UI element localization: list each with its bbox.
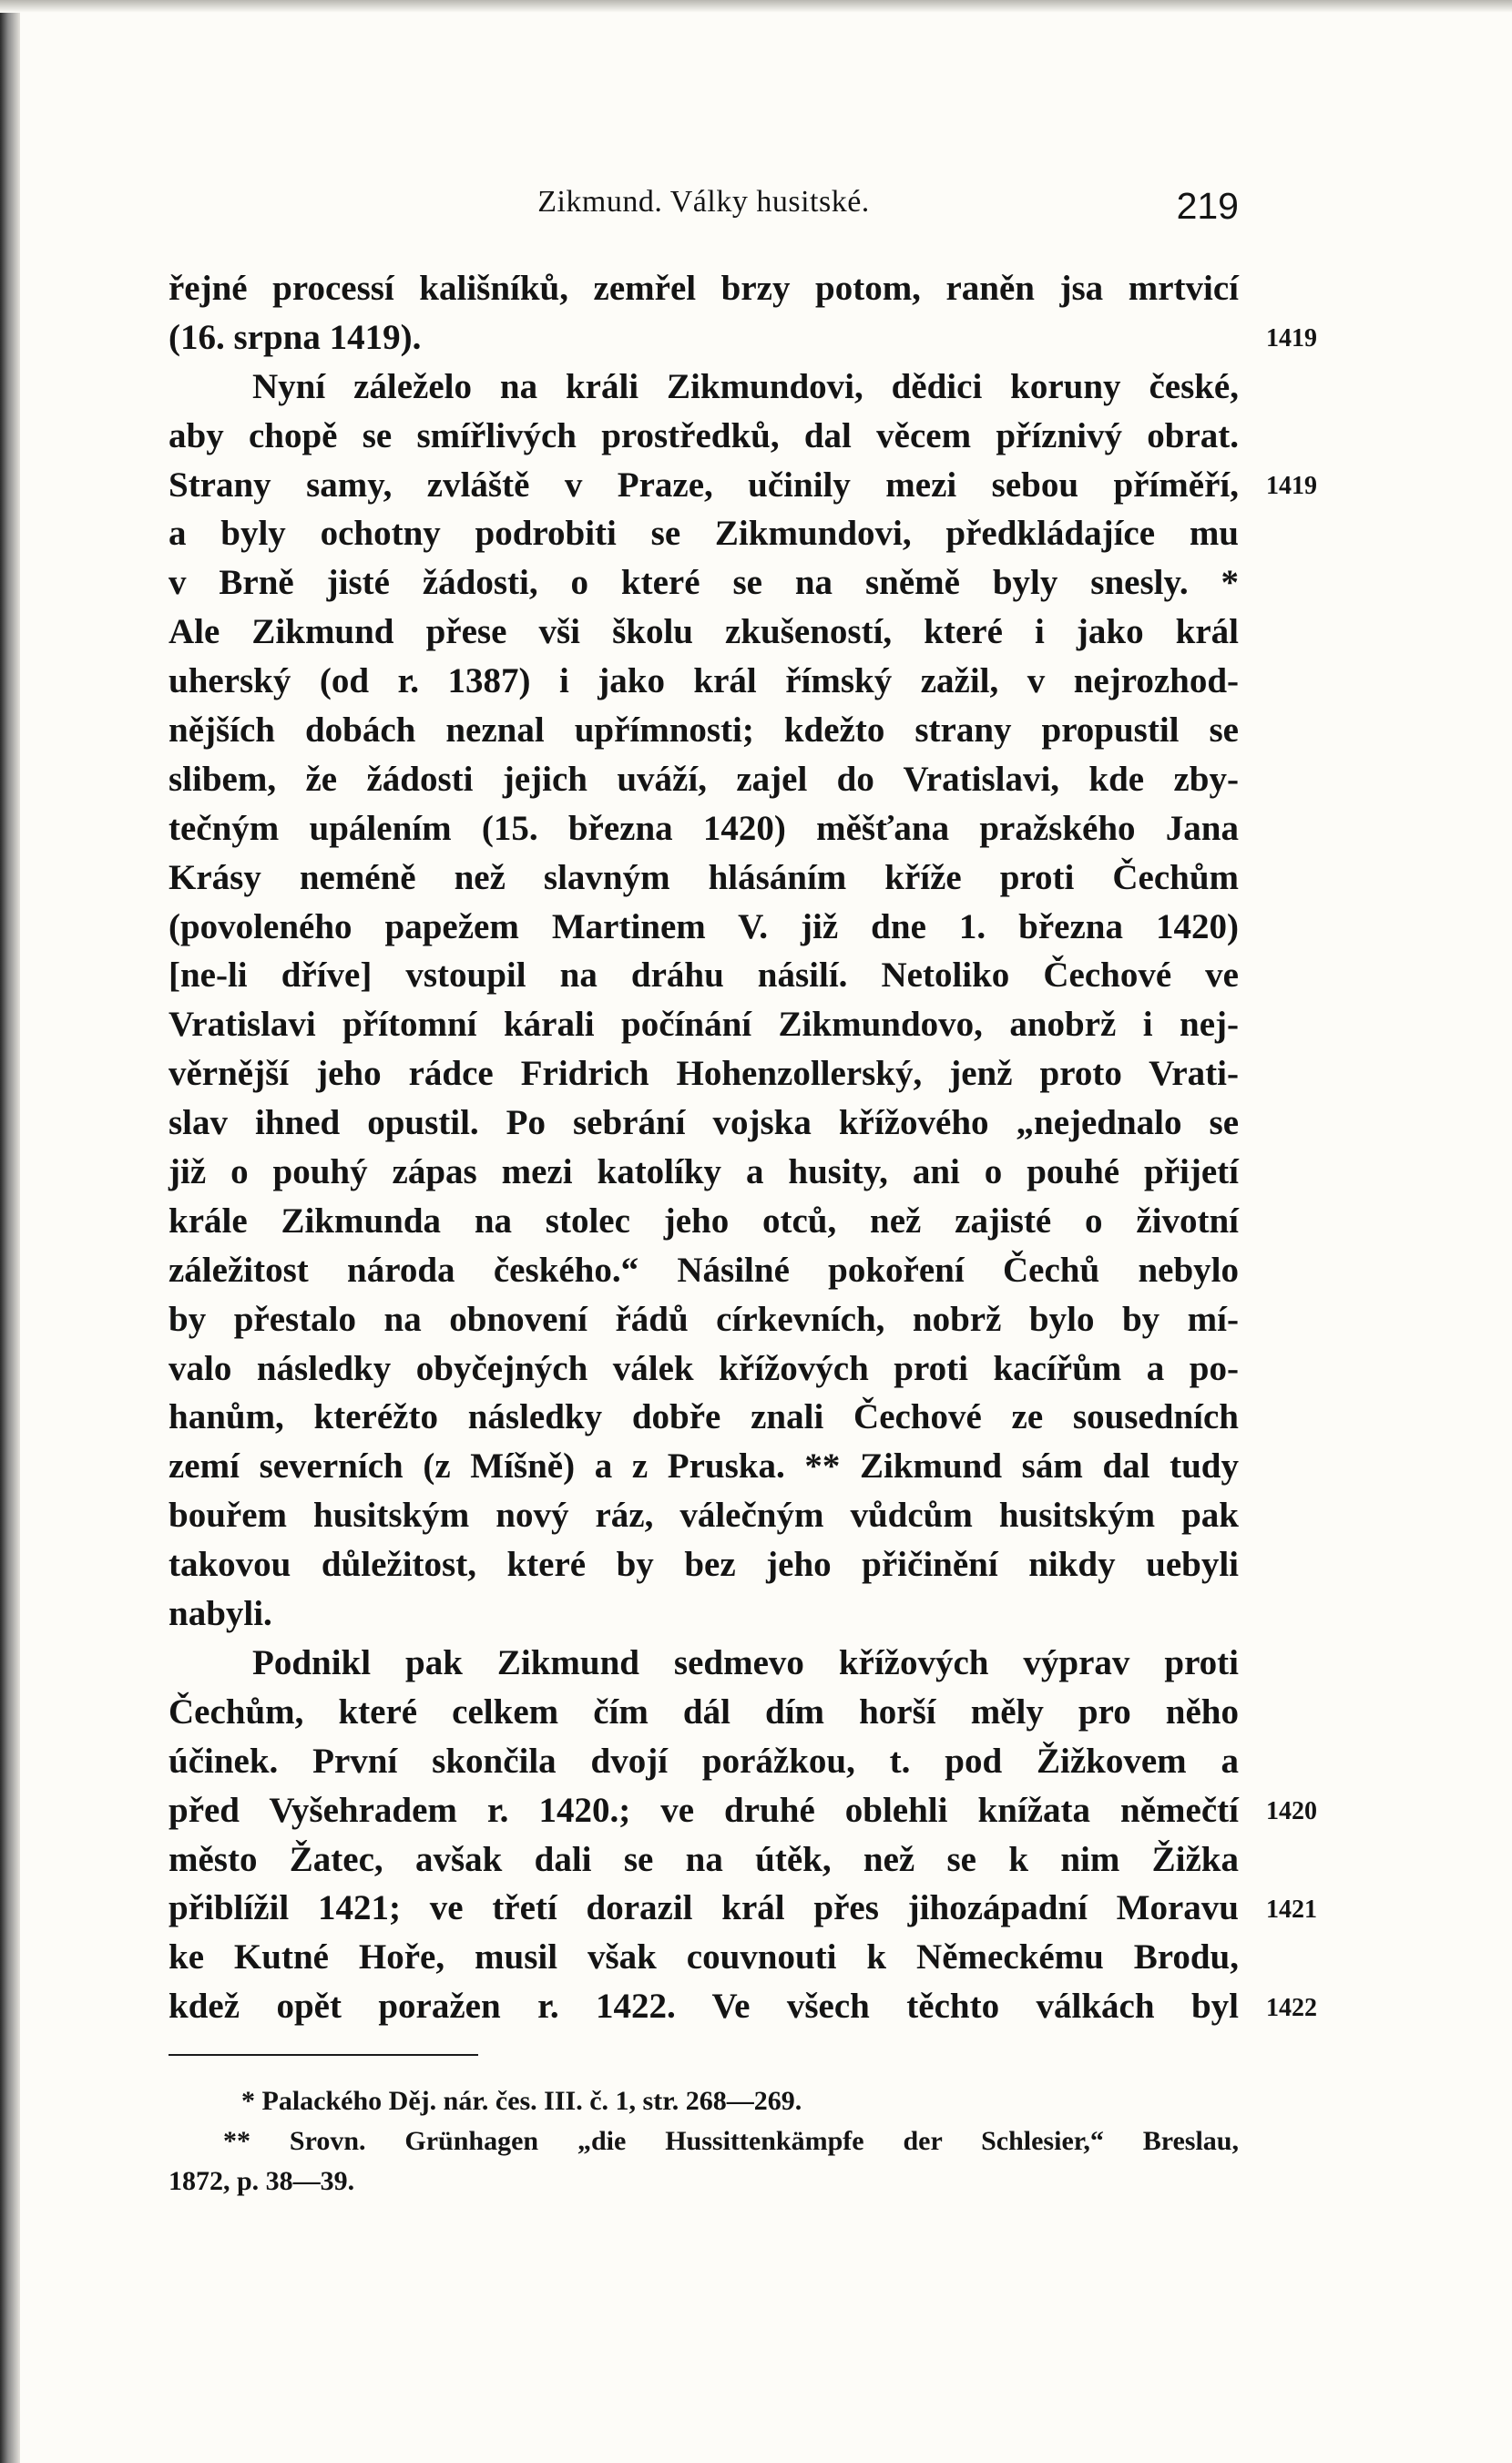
- text-line: (povoleného papežem Martinem V. již dne 1. března 1420): [169, 906, 1239, 946]
- text-line: Nyní záleželo na králi Zikmundovi, dědici koruny české,: [252, 366, 1239, 406]
- body-text: [169, 264, 1239, 2031]
- text-line: věrnější jeho rádce Fridrich Hohenzollerský, jenž proto Vrati-: [169, 1054, 1239, 1094]
- text-line: v Brně jisté žádosti, o které se na sněmě byly snesly. *: [169, 563, 1239, 603]
- running-title: Zikmund. Války husitské.: [537, 185, 870, 219]
- footnote-rule: [169, 2054, 478, 2056]
- text-line: uherský (od r. 1387) i jako král římský zažil, v nejrozhod-: [169, 661, 1239, 701]
- text-line: slav ihned opustil. Po sebrání vojska křížového „nejednalo se: [169, 1103, 1239, 1143]
- footnotes: [169, 2081, 1239, 2202]
- text-line: účinek. První skončila dvojí porážkou, t. pod Žižkovem a: [169, 1741, 1239, 1781]
- text-line: slibem, že žádosti jejich uváží, zajel do Vratislavi, kde zby-: [169, 759, 1239, 799]
- footnote-line: 1872, p. 38—39.: [169, 2166, 355, 2196]
- text-line: krále Zikmunda na stolec jeho otců, než zajisté o životní: [169, 1201, 1239, 1241]
- text-line: hanům, kteréžto následky dobře znali Čechové ze sousedních: [169, 1397, 1239, 1437]
- footnote-line: ** Srovn. Grünhagen „die Hussittenkämpfe der Schlesier,“ Breslau,: [223, 2126, 1239, 2156]
- text-line: ke Kutné Hoře, musil však couvnouti k Německému Brodu,: [169, 1937, 1239, 1978]
- text-line: přiblížil 1421; ve třetí dorazil král přes jihozápadní Moravu: [169, 1888, 1239, 1928]
- text-line: Vratislavi přítomní kárali počínání Zikmundovo, anobrž i nej-: [169, 1005, 1239, 1045]
- text-line: Ale Zikmund přese vši školu zkušeností, které i jako král: [169, 612, 1239, 652]
- text-line: záležitost národa českého.“ Násilné pokoření Čechů nebylo: [169, 1250, 1239, 1290]
- margin-year: 1419: [1266, 323, 1317, 353]
- text-line: valo následky obyčejných válek křížových proti kacířům a po-: [169, 1348, 1239, 1388]
- running-head: [169, 185, 1239, 240]
- text-line: zemí severních (z Míšně) a z Pruska. ** Zikmund sám dal tudy: [169, 1446, 1239, 1487]
- text-line: tečným upálením (15. března 1420) měšťana pražského Jana: [169, 808, 1239, 848]
- text-line: (16. srpna 1419).: [169, 317, 422, 357]
- text-line: a byly ochotny podrobiti se Zikmundovi, předkládajíce mu: [169, 514, 1239, 554]
- text-line: Čechům, které celkem čím dál dím horší měly pro něho: [169, 1691, 1239, 1732]
- text-line: řejné processí kališníků, zemřel brzy potom, raněn jsa mrtvicí: [169, 269, 1239, 308]
- text-line: Strany samy, zvláště v Praze, učinily mezi sebou příměří,: [169, 465, 1239, 505]
- text-line: nějších dobách neznal upřímnosti; kdežto strany propustil se: [169, 710, 1239, 751]
- text-line: nabyli.: [169, 1594, 272, 1634]
- text-line: před Vyšehradem r. 1420.; ve druhé oblehli knížata němečtí: [169, 1790, 1239, 1830]
- footnote-line: * Palackého Děj. nár. čes. III. č. 1, str. 268—269.: [241, 2086, 802, 2116]
- text-line: Podnikl pak Zikmund sedmevo křížových výprav proti: [252, 1642, 1239, 1682]
- text-line: bouřem husitským nový ráz, válečným vůdcům husitským pak: [169, 1496, 1239, 1536]
- text-line: aby chopě se smířlivých prostředků, dal věcem příznivý obrat.: [169, 415, 1239, 455]
- text-line: již o pouhý zápas mezi katolíky a husity, ani o pouhé přijetí: [169, 1152, 1239, 1192]
- text-line: by přestalo na obnovení řádů církevních, nobrž bylo by mí-: [169, 1299, 1239, 1339]
- text-line: takovou důležitost, které by bez jeho přičinění nikdy uebyli: [169, 1545, 1239, 1585]
- text-line: město Žatec, avšak dali se na útěk, než se k nim Žižka: [169, 1839, 1239, 1879]
- margin-year: 1422: [1266, 1993, 1317, 2022]
- margin-year: 1421: [1266, 1895, 1317, 1924]
- margin-year: 1419: [1266, 471, 1317, 500]
- text-line: Krásy neméně než slavným hlásáním kříže proti Čechům: [169, 857, 1239, 897]
- margin-year: 1420: [1266, 1796, 1317, 1825]
- page-edge-shadow: [0, 0, 20, 2463]
- text-line: kdež opět poražen r. 1422. Ve všech těchto válkách byl: [169, 1987, 1239, 2027]
- page-number: 219: [1176, 185, 1239, 227]
- text-line: [ne-li dříve] vstoupil na dráhu násilí. Netoliko Čechové ve: [169, 956, 1239, 996]
- page-top-shadow: [0, 0, 1512, 13]
